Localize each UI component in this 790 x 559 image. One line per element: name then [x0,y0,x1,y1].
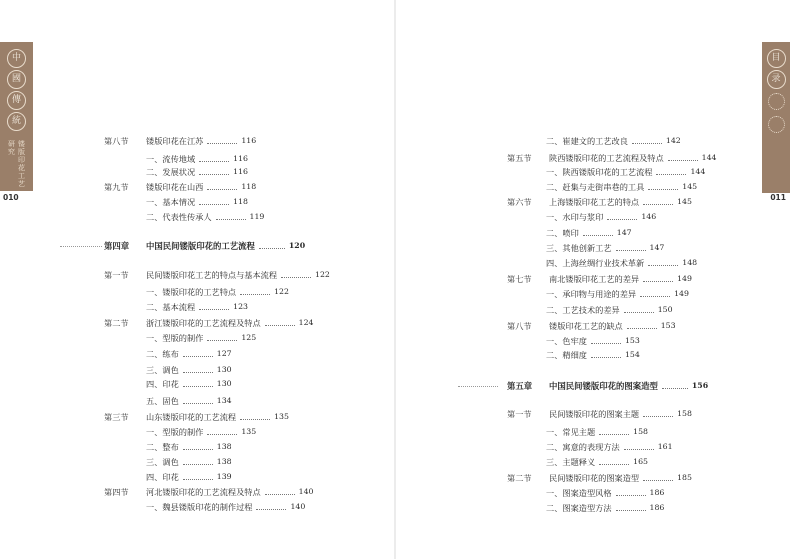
toc-subentry [546,427,648,437]
toc-page-number: 186 [649,503,665,512]
toc-subentry [546,442,673,452]
toc-page-number: 144 [690,167,706,176]
ornament-icon-2 [768,116,785,133]
toc-entry-title: 五、固色 [146,396,179,406]
book-gutter [394,0,396,559]
toc-subentry [546,457,648,467]
toc-page-number: 158 [677,409,692,418]
band-seal-4: 統 [7,112,26,131]
toc-entry-title: 二、练布 [146,349,179,359]
toc-section-number: 第二节 [104,318,129,328]
toc-page-number: 149 [674,289,689,298]
toc-leader-dots [199,161,229,162]
toc-leader-dots [240,294,270,295]
toc-entry-title: 二、图案造型方法 [546,503,612,513]
toc-section-number: 第一节 [104,270,129,280]
toc-entry-title: 一、镂版印花的工艺特点 [146,287,237,297]
toc-leader-dots [199,174,229,175]
page-number-left: 010 [3,193,19,202]
toc-entry-title: 一、型版的制作 [146,427,204,437]
toc-leader-dots [599,434,629,435]
toc-entry-title: 一、色牢度 [546,336,587,346]
toc-page-number: 156 [691,381,709,390]
toc-subentry [146,197,248,207]
chapter-rule [458,386,498,387]
toc-page-number: 120 [288,241,306,250]
toc-section-number: 第八节 [507,321,532,331]
toc-page-number: 147 [649,243,665,252]
toc-page-number: 122 [315,270,330,279]
toc-leader-dots [259,248,285,249]
page-number-right: 011 [770,193,786,202]
toc-entry-title: 一、魏县镂版印花的制作过程 [146,502,253,512]
toc-section-entry [104,270,330,280]
toc-leader-dots [624,312,654,313]
toc-section-entry [104,412,289,422]
toc-subentry [146,167,248,177]
toc-entry-title: 中国民间镂版印花的图案造型 [549,381,658,391]
toc-page-number: 140 [298,487,314,496]
toc-section-entry [507,153,717,163]
toc-page-number: 135 [241,427,257,436]
toc-subentry [546,243,664,253]
toc-entry-title: 二、崔建文的工艺改良 [546,136,628,146]
right-side-band [762,42,790,193]
toc-entry-title: 一、流传地域 [146,154,196,164]
toc-leader-dots [199,309,229,310]
toc-entry-title: 二、赶集与走街串巷的工具 [546,182,645,192]
toc-entry-title: 四、印花 [146,379,179,389]
band-seal-lu: 录 [767,70,786,89]
toc-leader-dots [616,250,646,251]
toc-subentry [546,350,640,360]
toc-section-entry [104,182,256,192]
toc-page-number: 127 [216,349,232,358]
ornament-icon [768,93,785,110]
toc-leader-dots [616,495,646,496]
toc-entry-title: 二、喷印 [546,228,579,238]
toc-leader-dots [643,281,673,282]
toc-entry-title: 二、精细度 [546,350,587,360]
toc-leader-dots [624,449,654,450]
toc-subentry [146,472,232,482]
toc-leader-dots [183,403,213,404]
toc-entry-title: 中国民间镂版印花的工艺流程 [146,241,255,251]
toc-entry-title: 南北镂版印花工艺的差异 [549,274,640,284]
toc-section-number: 第五节 [507,153,532,163]
toc-subentry [146,379,232,389]
toc-leader-dots [668,160,698,161]
toc-page-number: 138 [216,442,232,451]
toc-page-number: 185 [677,473,692,482]
toc-page-number: 130 [216,365,232,374]
band-seal-3: 傳 [7,91,26,110]
toc-chapter-entry [104,241,305,251]
toc-leader-dots [643,204,673,205]
toc-leader-dots [183,449,213,450]
toc-page-number: 154 [624,350,640,359]
toc-subentry [546,258,697,268]
toc-section-entry [507,409,692,419]
toc-entry-title: 一、图案造型风格 [546,488,612,498]
toc-entry-title: 一、承印物与用途的差异 [546,289,637,299]
toc-entry-title: 二、基本流程 [146,302,196,312]
toc-subentry [146,302,248,312]
toc-subentry [146,349,232,359]
toc-entry-title: 陕西镂版印花的工艺流程及特点 [549,153,664,163]
toc-section-entry [104,318,314,328]
chapter-rule [60,246,102,247]
toc-page-number: 165 [633,457,649,466]
toc-leader-dots [607,219,637,220]
toc-page-number: 118 [233,197,249,206]
toc-page-number: 139 [216,472,232,481]
toc-page-number: 134 [216,396,232,405]
toc-page-number: 123 [233,302,249,311]
toc-section-number: 第四章 [104,241,130,251]
toc-section-entry [507,321,676,331]
toc-leader-dots [256,509,286,510]
toc-subentry [546,136,681,146]
toc-entry-title: 三、主题释义 [546,457,596,467]
toc-chapter-entry [507,381,708,391]
toc-leader-dots [627,328,657,329]
toc-leader-dots [183,464,213,465]
toc-leader-dots [643,480,673,481]
toc-subentry [146,427,256,437]
toc-entry-title: 浙江镂版印花的工艺流程及特点 [146,318,261,328]
toc-page-number: 145 [682,182,698,191]
toc-leader-dots [183,386,213,387]
toc-entry-title: 一、陕西镂版印花的工艺流程 [546,167,653,177]
toc-subentry [546,305,673,315]
toc-entry-title: 四、上海丝绸行业技术革新 [546,258,645,268]
toc-subentry [146,154,248,164]
toc-leader-dots [207,340,237,341]
toc-leader-dots [207,434,237,435]
toc-subentry [546,212,656,222]
toc-subentry [546,488,664,498]
toc-subentry [546,289,689,299]
band-seal-1: 中 [7,49,26,68]
toc-section-entry [507,197,692,207]
toc-leader-dots [632,143,662,144]
toc-section-number: 第一节 [507,409,532,419]
toc-leader-dots [599,464,629,465]
toc-leader-dots [183,356,213,357]
toc-entry-title: 二、工艺技术的差异 [546,305,620,315]
toc-leader-dots [640,296,670,297]
toc-section-number: 第七节 [507,274,532,284]
toc-section-number: 第二节 [507,473,532,483]
toc-entry-title: 河北镂版印花的工艺流程及特点 [146,487,261,497]
toc-leader-dots [616,510,646,511]
toc-entry-title: 一、常见主题 [546,427,596,437]
toc-entry-title: 三、调色 [146,365,179,375]
toc-leader-dots [265,325,295,326]
toc-page-number: 142 [665,136,681,145]
toc-page-number: 140 [290,502,306,511]
toc-section-number: 第八节 [104,136,129,146]
toc-section-entry [104,487,314,497]
toc-entry-title: 三、其他创新工艺 [546,243,612,253]
toc-entry-title: 民间镂版印花的图案造型 [549,473,640,483]
toc-entry-title: 二、发展状况 [146,167,196,177]
toc-section-entry [104,136,256,146]
toc-subentry [146,457,232,467]
toc-page-number: 122 [274,287,289,296]
toc-entry-title: 民间镂版印花的图案主题 [549,409,640,419]
toc-page-number: 147 [616,228,632,237]
toc-subentry [546,336,640,346]
toc-subentry [146,365,232,375]
toc-subentry [146,442,232,452]
toc-page-number: 150 [657,305,673,314]
toc-subentry [546,182,697,192]
toc-section-entry [507,473,692,483]
toc-entry-title: 镂版印花在江苏 [146,136,204,146]
toc-page-number: 158 [633,427,649,436]
toc-leader-dots [199,204,229,205]
toc-page-number: 124 [298,318,314,327]
toc-entry-title: 三、调色 [146,457,179,467]
toc-leader-dots [207,143,237,144]
toc-entry-title: 四、印花 [146,472,179,482]
toc-leader-dots [662,388,688,389]
toc-entry-title: 一、型版的制作 [146,333,204,343]
toc-page-number: 145 [677,197,692,206]
toc-section-number: 第九节 [104,182,129,192]
toc-entry-title: 镂版印花在山西 [146,182,204,192]
toc-page-number: 138 [216,457,232,466]
toc-page-number: 148 [682,258,698,267]
toc-entry-title: 一、基本情况 [146,197,196,207]
toc-section-number: 第六节 [507,197,532,207]
toc-subentry [546,503,664,513]
toc-leader-dots [656,174,686,175]
toc-leader-dots [240,419,270,420]
toc-page-number: 144 [701,153,717,162]
toc-page-number: 153 [660,321,676,330]
toc-leader-dots [648,265,678,266]
toc-entry-title: 二、寓意的表现方法 [546,442,620,452]
toc-page-number: 130 [216,379,232,388]
toc-subentry [146,396,232,406]
toc-leader-dots [216,219,246,220]
toc-page-number: 125 [241,333,257,342]
toc-subentry [146,333,256,343]
toc-entry-title: 二、整布 [146,442,179,452]
toc-entry-title: 民间镂版印花工艺的特点与基本流程 [146,270,278,280]
toc-leader-dots [183,372,213,373]
toc-page-number: 161 [657,442,673,451]
toc-leader-dots [643,416,673,417]
toc-page-number: 119 [249,212,265,221]
toc-page-number: 149 [677,274,692,283]
toc-section-number: 第三节 [104,412,129,422]
toc-entry-title: 一、水印与浆印 [546,212,604,222]
toc-subentry [146,212,264,222]
toc-subentry [546,228,632,238]
toc-page-number: 186 [649,488,665,497]
left-side-band [0,42,33,191]
toc-leader-dots [207,189,237,190]
toc-page-number: 118 [241,182,257,191]
toc-leader-dots [183,479,213,480]
toc-page-number: 135 [274,412,289,421]
toc-leader-dots [583,235,613,236]
toc-page-number: 116 [233,167,249,176]
toc-subentry [146,287,289,297]
toc-entry-title: 上海镂版印花工艺的特点 [549,197,640,207]
toc-entry-title: 山东镂版印花的工艺流程 [146,412,237,422]
toc-leader-dots [265,494,295,495]
band-vertical-title: 镂版印花工艺研究 [7,140,26,188]
toc-leader-dots [648,189,678,190]
toc-subentry [546,167,705,177]
toc-entry-title: 二、代表性传承人 [146,212,212,222]
toc-leader-dots [281,277,311,278]
toc-page-number: 116 [233,154,249,163]
toc-leader-dots [591,357,621,358]
toc-section-entry [507,274,692,284]
toc-page-number: 116 [241,136,257,145]
toc-section-number: 第四节 [104,487,129,497]
toc-entry-title: 镂版印花工艺的缺点 [549,321,623,331]
toc-section-number: 第五章 [507,381,533,391]
toc-page-number: 146 [641,212,657,221]
band-seal-mu: 目 [767,49,786,68]
toc-subentry [146,502,305,512]
band-seal-2: 國 [7,70,26,89]
toc-leader-dots [591,343,621,344]
toc-page-number: 153 [624,336,640,345]
